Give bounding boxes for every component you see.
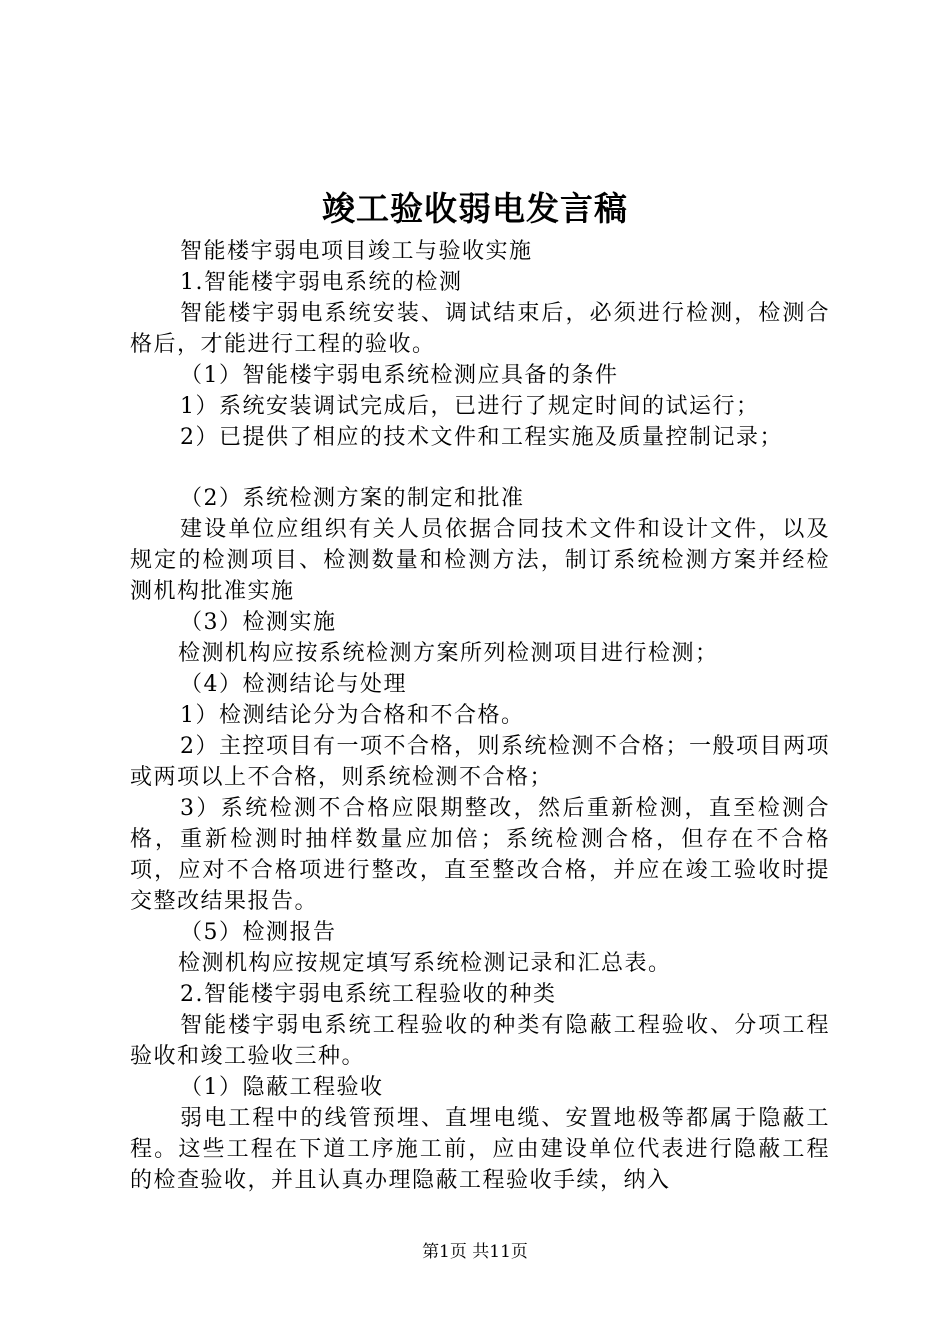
paragraph: 弱电工程中的线管预埋、直埋电缆、安置地极等都属于隐蔽工程。这些工程在下道工序施工前，应由建设单位代表进行隐蔽工程的检查验收，并且认真办理隐蔽工程验收手续，纳入 xyxy=(130,1106,830,1193)
document-body xyxy=(130,236,830,1196)
heading-subsection: （4）检测结论与处理 xyxy=(180,672,407,697)
list-item: 3）系统检测不合格应限期整改，然后重新检测，直至检测合格，重新检测时抽样数量应加倍；系统检测合格，但存在不合格项，应对不合格项进行整改，直至整改合格，并应在竣工验收时提交整改结果报告。 xyxy=(130,796,830,914)
heading-subsection: （1）智能楼宇弱电系统检测应具备的条件 xyxy=(180,363,619,388)
paragraph: 检测机构应按规定填写系统检测记录和汇总表。 xyxy=(178,951,672,976)
page-footer: 第1页 共11页 xyxy=(422,1242,528,1262)
heading-subsection: （1）隐蔽工程验收 xyxy=(180,1075,384,1100)
heading-section-2: 2.智能楼宇弱电系统工程验收的种类 xyxy=(180,982,557,1007)
heading-section-1: 1.智能楼宇弱电系统的检测 xyxy=(180,270,463,295)
paragraph: 智能楼宇弱电系统工程验收的种类有隐蔽工程验收、分项工程验收和竣工验收三种。 xyxy=(130,1013,830,1069)
list-item: 1）检测结论分为合格和不合格。 xyxy=(180,703,525,728)
paragraph: 建设单位应组织有关人员依据合同技术文件和设计文件，以及规定的检测项目、检测数量和检测方法，制订系统检测方案并经检测机构批准实施 xyxy=(130,517,830,604)
heading-subsection: （5）检测报告 xyxy=(180,920,337,945)
heading-subsection: （3）检测实施 xyxy=(180,610,337,635)
list-item: 1）系统安装调试完成后，已进行了规定时间的试运行； xyxy=(180,394,760,419)
heading-subsection: （2）系统检测方案的制定和批准 xyxy=(180,486,525,511)
paragraph: 智能楼宇弱电系统安装、调试结束后，必须进行检测，检测合格后，才能进行工程的验收。 xyxy=(130,301,830,357)
paragraph-subtitle: 智能楼宇弱电项目竣工与验收实施 xyxy=(180,239,533,264)
paragraph: 检测机构应按系统检测方案所列检测项目进行检测； xyxy=(178,641,719,666)
list-item: 2）主控项目有一项不合格，则系统检测不合格；一般项目两项或两项以上不合格，则系统检测不合格； xyxy=(130,734,830,790)
list-item: 2）已提供了相应的技术文件和工程实施及质量控制记录； xyxy=(180,425,783,450)
page-title: 竣工验收弱电发言稿 xyxy=(322,189,628,228)
